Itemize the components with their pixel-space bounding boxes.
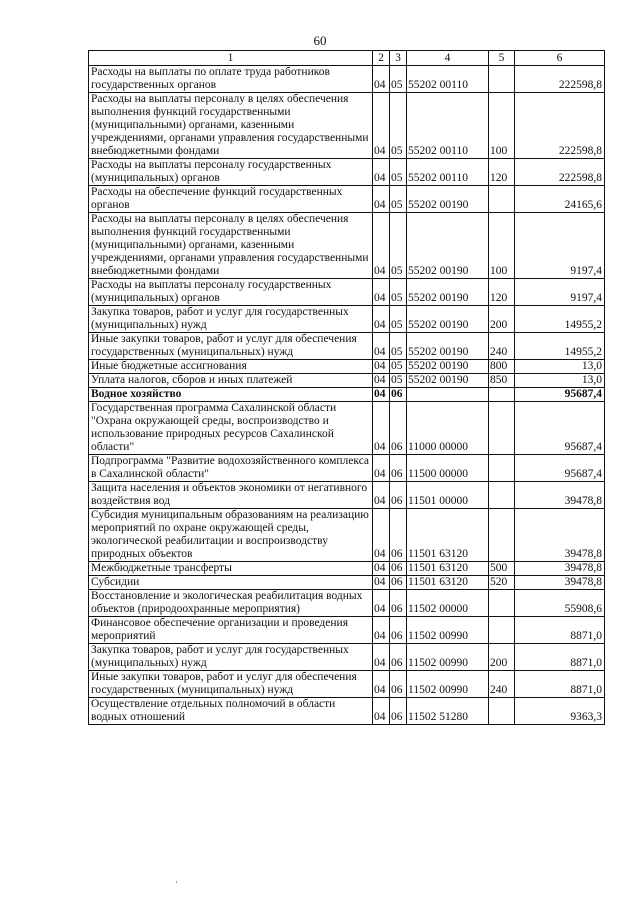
row-expense-type-cell	[489, 388, 515, 402]
row-amount-cell: 222598,8	[515, 159, 605, 186]
row-subsection-cell: 06	[390, 562, 407, 576]
table-body	[89, 66, 605, 725]
row-amount-cell: 24165,6	[515, 186, 605, 213]
row-target-article-cell: 11502 00990	[407, 617, 489, 644]
row-amount-cell: 9197,4	[515, 213, 605, 279]
row-expense-type-cell: 240	[489, 671, 515, 698]
scan-artifact	[176, 881, 177, 883]
row-name-cell: Субсидии	[89, 576, 373, 590]
row-name-cell: Закупка товаров, работ и услуг для государственных (муниципальных) нужд	[89, 644, 373, 671]
row-subsection-cell: 06	[390, 576, 407, 590]
row-name-cell: Осуществление отдельных полномочий в области водных отношений	[89, 698, 373, 725]
table-row	[89, 306, 605, 333]
row-target-article-cell: 55202 00190	[407, 186, 489, 213]
row-expense-type-cell: 200	[489, 644, 515, 671]
row-subsection-cell: 06	[390, 671, 407, 698]
budget-table	[88, 50, 605, 725]
row-name-cell: Субсидия муниципальным образованиям на реализацию мероприятий по охране окружающей среды, экологической реабилитации и воспроизводству природных объектов	[89, 509, 373, 562]
table-row	[89, 360, 605, 374]
row-name-cell: Финансовое обеспечение организации и проведения мероприятий	[89, 617, 373, 644]
row-amount-cell: 222598,8	[515, 66, 605, 93]
row-section-cell: 04	[373, 671, 390, 698]
row-expense-type-cell	[489, 482, 515, 509]
row-section-cell: 04	[373, 590, 390, 617]
row-expense-type-cell	[489, 617, 515, 644]
row-target-article-cell: 55202 00190	[407, 333, 489, 360]
table-row	[89, 186, 605, 213]
row-target-article-cell: 55202 00190	[407, 360, 489, 374]
row-expense-type-cell: 240	[489, 333, 515, 360]
row-expense-type-cell: 800	[489, 360, 515, 374]
row-expense-type-cell	[489, 66, 515, 93]
row-subsection-cell: 06	[390, 590, 407, 617]
row-target-article-cell: 11502 51280	[407, 698, 489, 725]
table-row	[89, 402, 605, 455]
row-amount-cell: 222598,8	[515, 93, 605, 159]
row-amount-cell: 39478,8	[515, 576, 605, 590]
row-amount-cell: 39478,8	[515, 509, 605, 562]
row-name-cell: Иные закупки товаров, работ и услуг для обеспечения государственных (муниципальных) нужд	[89, 671, 373, 698]
row-name-cell: Расходы на обеспечение функций государственных органов	[89, 186, 373, 213]
header-col-6: 6	[515, 51, 605, 66]
header-col-4: 4	[407, 51, 489, 66]
row-amount-cell: 55908,6	[515, 590, 605, 617]
table-row	[89, 374, 605, 388]
header-col-1: 1	[89, 51, 373, 66]
row-target-article-cell: 11000 00000	[407, 402, 489, 455]
row-subsection-cell: 06	[390, 482, 407, 509]
row-section-cell: 04	[373, 576, 390, 590]
header-col-5: 5	[489, 51, 515, 66]
row-amount-cell: 13,0	[515, 360, 605, 374]
row-target-article-cell: 55202 00190	[407, 213, 489, 279]
row-subsection-cell: 05	[390, 360, 407, 374]
row-target-article-cell: 11501 63120	[407, 509, 489, 562]
header-col-3: 3	[390, 51, 407, 66]
row-section-cell: 04	[373, 617, 390, 644]
table-row	[89, 644, 605, 671]
row-amount-cell: 8871,0	[515, 671, 605, 698]
row-expense-type-cell: 200	[489, 306, 515, 333]
table-row	[89, 562, 605, 576]
row-expense-type-cell: 850	[489, 374, 515, 388]
table-row	[89, 66, 605, 93]
table-row	[89, 671, 605, 698]
row-section-cell: 04	[373, 482, 390, 509]
table-row	[89, 455, 605, 482]
row-name-cell: Государственная программа Сахалинской области "Охрана окружающей среды, воспроизводство и использование природных ресурсов Сахалинской области"	[89, 402, 373, 455]
row-target-article-cell	[407, 388, 489, 402]
row-name-cell: Иные закупки товаров, работ и услуг для обеспечения государственных (муниципальных) нужд	[89, 333, 373, 360]
row-subsection-cell: 06	[390, 644, 407, 671]
row-target-article-cell: 55202 00190	[407, 279, 489, 306]
row-amount-cell: 8871,0	[515, 644, 605, 671]
row-subsection-cell: 05	[390, 279, 407, 306]
row-target-article-cell: 55202 00190	[407, 374, 489, 388]
row-amount-cell: 39478,8	[515, 482, 605, 509]
row-amount-cell: 95687,4	[515, 388, 605, 402]
row-target-article-cell: 11502 00990	[407, 644, 489, 671]
row-target-article-cell: 55202 00110	[407, 159, 489, 186]
row-subsection-cell: 06	[390, 388, 407, 402]
row-expense-type-cell	[489, 590, 515, 617]
row-subsection-cell: 06	[390, 509, 407, 562]
row-name-cell: Иные бюджетные ассигнования	[89, 360, 373, 374]
row-subsection-cell: 05	[390, 159, 407, 186]
row-subsection-cell: 06	[390, 455, 407, 482]
row-target-article-cell: 11502 00990	[407, 671, 489, 698]
row-amount-cell: 14955,2	[515, 306, 605, 333]
row-section-cell: 04	[373, 402, 390, 455]
row-section-cell: 04	[373, 644, 390, 671]
row-name-cell: Расходы на выплаты персоналу государственных (муниципальных) органов	[89, 159, 373, 186]
row-section-cell: 04	[373, 306, 390, 333]
table-row	[89, 617, 605, 644]
table-row	[89, 576, 605, 590]
row-section-cell: 04	[373, 698, 390, 725]
row-subsection-cell: 05	[390, 306, 407, 333]
row-subsection-cell: 05	[390, 213, 407, 279]
row-section-cell: 04	[373, 186, 390, 213]
row-name-cell: Расходы на выплаты по оплате труда работников государственных органов	[89, 66, 373, 93]
row-section-cell: 04	[373, 562, 390, 576]
row-target-article-cell: 11500 00000	[407, 455, 489, 482]
row-subsection-cell: 06	[390, 617, 407, 644]
row-expense-type-cell: 520	[489, 576, 515, 590]
row-expense-type-cell	[489, 509, 515, 562]
row-subsection-cell: 05	[390, 93, 407, 159]
row-target-article-cell: 55202 00110	[407, 66, 489, 93]
row-expense-type-cell: 100	[489, 93, 515, 159]
table-row	[89, 279, 605, 306]
row-name-cell: Восстановление и экологическая реабилитация водных объектов (природоохранные мероприятия)	[89, 590, 373, 617]
row-subsection-cell: 05	[390, 374, 407, 388]
row-expense-type-cell	[489, 698, 515, 725]
row-target-article-cell: 11501 63120	[407, 576, 489, 590]
row-amount-cell: 9363,3	[515, 698, 605, 725]
row-section-cell: 04	[373, 388, 390, 402]
row-expense-type-cell: 120	[489, 159, 515, 186]
row-section-cell: 04	[373, 279, 390, 306]
row-subsection-cell: 05	[390, 186, 407, 213]
table-row	[89, 388, 605, 402]
table-row	[89, 159, 605, 186]
row-amount-cell: 14955,2	[515, 333, 605, 360]
row-section-cell: 04	[373, 213, 390, 279]
row-target-article-cell: 11501 00000	[407, 482, 489, 509]
row-expense-type-cell	[489, 402, 515, 455]
row-target-article-cell: 55202 00190	[407, 306, 489, 333]
row-name-cell: Водное хозяйство	[89, 388, 373, 402]
table-row	[89, 333, 605, 360]
row-subsection-cell: 05	[390, 333, 407, 360]
row-section-cell: 04	[373, 333, 390, 360]
row-section-cell: 04	[373, 374, 390, 388]
row-expense-type-cell	[489, 455, 515, 482]
row-name-cell: Расходы на выплаты персоналу государственных (муниципальных) органов	[89, 279, 373, 306]
row-target-article-cell: 11502 00000	[407, 590, 489, 617]
row-subsection-cell: 06	[390, 402, 407, 455]
row-name-cell: Уплата налогов, сборов и иных платежей	[89, 374, 373, 388]
row-section-cell: 04	[373, 159, 390, 186]
row-section-cell: 04	[373, 93, 390, 159]
page-number: 60	[313, 33, 327, 48]
row-section-cell: 04	[373, 509, 390, 562]
row-name-cell: Защита населения и объектов экономики от негативного воздействия вод	[89, 482, 373, 509]
row-section-cell: 04	[373, 455, 390, 482]
table-row	[89, 482, 605, 509]
row-name-cell: Расходы на выплаты персоналу в целях обеспечения выполнения функций государственными (муниципальными) органами, казенными учреждениями, органами управления государственными внебюджетными фондами	[89, 213, 373, 279]
table-row	[89, 509, 605, 562]
row-amount-cell: 39478,8	[515, 562, 605, 576]
row-amount-cell: 95687,4	[515, 455, 605, 482]
row-expense-type-cell	[489, 186, 515, 213]
row-name-cell: Закупка товаров, работ и услуг для государственных (муниципальных) нужд	[89, 306, 373, 333]
table-row	[89, 93, 605, 159]
table-row	[89, 698, 605, 725]
row-expense-type-cell: 500	[489, 562, 515, 576]
row-section-cell: 04	[373, 66, 390, 93]
row-section-cell: 04	[373, 360, 390, 374]
row-amount-cell: 13,0	[515, 374, 605, 388]
row-expense-type-cell: 120	[489, 279, 515, 306]
row-expense-type-cell: 100	[489, 213, 515, 279]
row-target-article-cell: 55202 00110	[407, 93, 489, 159]
row-name-cell: Межбюджетные трансферты	[89, 562, 373, 576]
header-col-2: 2	[373, 51, 390, 66]
row-subsection-cell: 06	[390, 698, 407, 725]
table-row	[89, 213, 605, 279]
row-subsection-cell: 05	[390, 66, 407, 93]
row-amount-cell: 8871,0	[515, 617, 605, 644]
table-header-row	[89, 51, 605, 66]
row-name-cell: Подпрограмма "Развитие водохозяйственного комплекса в Сахалинской области"	[89, 455, 373, 482]
row-amount-cell: 9197,4	[515, 279, 605, 306]
row-name-cell: Расходы на выплаты персоналу в целях обеспечения выполнения функций государственными (муниципальными) органами, казенными учреждениями, органами управления государственными внебюджетными фондами	[89, 93, 373, 159]
row-target-article-cell: 11501 63120	[407, 562, 489, 576]
table-row	[89, 590, 605, 617]
row-amount-cell: 95687,4	[515, 402, 605, 455]
